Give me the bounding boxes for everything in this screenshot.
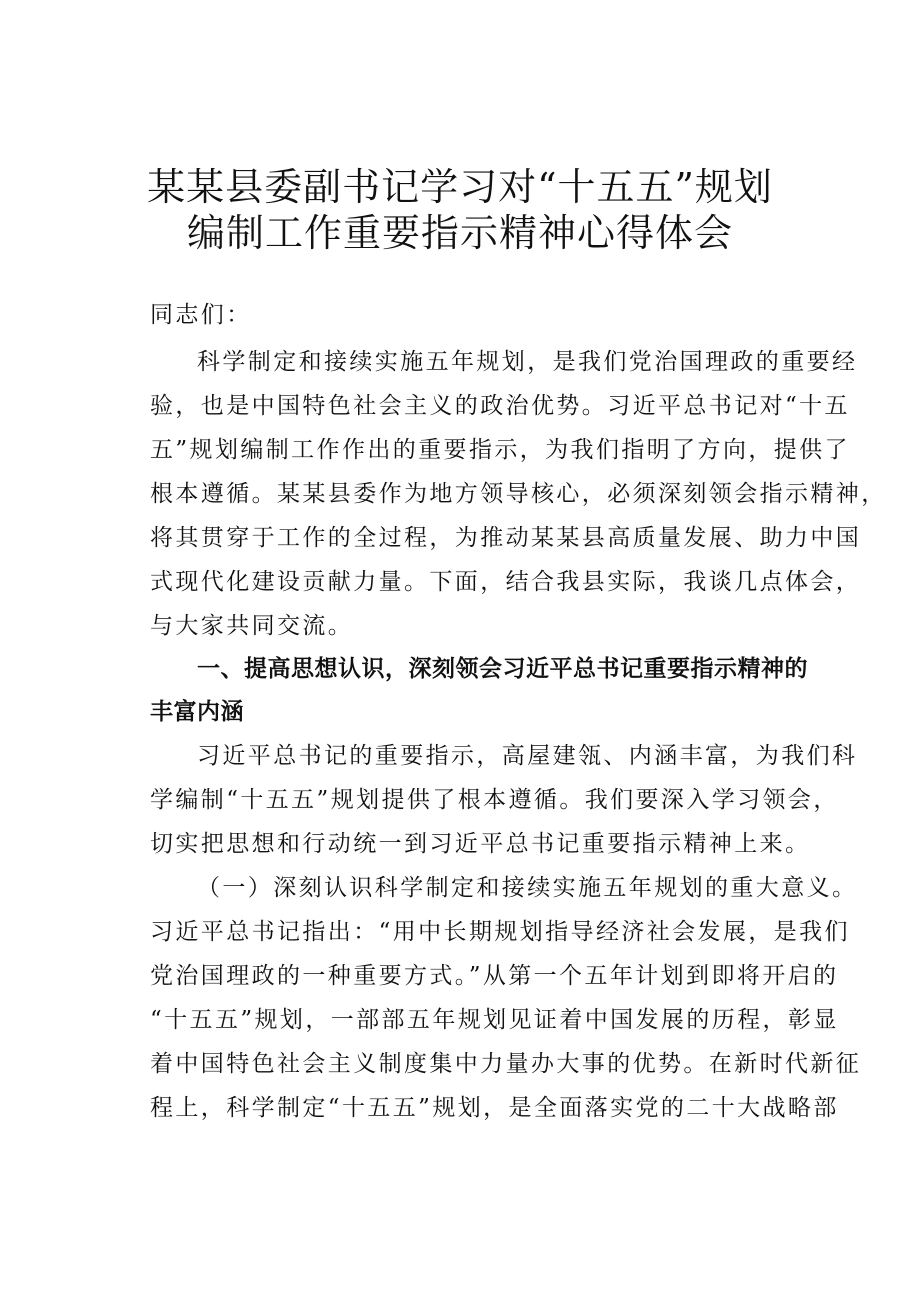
- subsection-line: “十五五”规划，一部部五年规划见证着中国发展的历程，彰显: [150, 1007, 839, 1033]
- body-line: 与大家共同交流。: [150, 613, 354, 639]
- body-line: 根本遵循。某某县委作为地方领导核心，必须深刻领会指示精神，: [150, 481, 887, 507]
- section-paragraph-line: 学编制“十五五”规划提供了根本遵循。我们要深入学习领会，: [150, 787, 839, 813]
- section-paragraph-line: 习近平总书记的重要指示，高屋建瓴、内涵丰富，为我们科: [197, 743, 858, 769]
- document-title-line-1: 某某县委副书记学习对“十五五”规划: [147, 165, 773, 209]
- subsection-line: 习近平总书记指出：“用中长期规划指导经济社会发展，是我们: [150, 919, 850, 945]
- subsection-line: 党治国理政的一种重要方式。”从第一个五年计划到即将开启的: [150, 963, 839, 989]
- body-line: 式现代化建设贡献力量。下面，结合我县实际，我谈几点体会，: [150, 569, 862, 595]
- body-line: 将其贯穿于工作的全过程，为推动某某县高质量发展、助力中国: [150, 525, 862, 551]
- body-line: 五”规划编制工作作出的重要指示，为我们指明了方向，提供了: [150, 437, 850, 463]
- salutation: 同志们：: [150, 302, 252, 328]
- body-line: 科学制定和接续实施五年规划，是我们党治国理政的重要经: [197, 349, 858, 375]
- subsection-line: 程上，科学制定“十五五”规划，是全面落实党的二十大战略部: [150, 1095, 839, 1121]
- section-heading-line: 丰富内涵: [150, 699, 244, 725]
- section-paragraph-line: 切实把思想和行动统一到习近平总书记重要指示精神上来。: [150, 831, 811, 857]
- subsection-line: （一）深刻认识科学制定和接续实施五年规划的重大意义。: [197, 875, 858, 901]
- subsection-line: 着中国特色社会主义制度集中力量办大事的优势。在新时代新征: [150, 1051, 862, 1077]
- document-title-line-2: 编制工作重要指示精神心得体会: [186, 211, 733, 255]
- section-heading-line: 一、提高思想认识，深刻领会习近平总书记重要指示精神的: [197, 656, 808, 682]
- body-line: 验，也是中国特色社会主义的政治优势。习近平总书记对“十五: [150, 393, 850, 419]
